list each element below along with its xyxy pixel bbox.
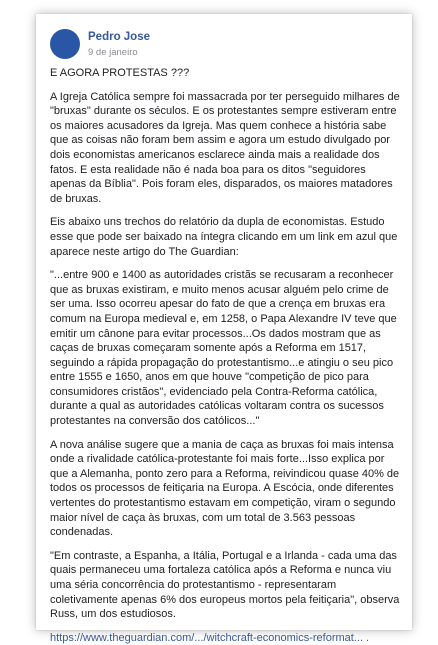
post-paragraph-4: A nova análise sugere que a mania de caça as bruxas foi mais intensa onde a rivalidade católica-protestante foi mais forte...Isso explica por que a Alemanha, ponto zero para a Reforma, reivindicou quase 40% de todos os processos de feitiçaria na Europa. A Escócia, onde diferentes vertentes do protestantismo estavam em competição, viram o segundo maior nível de caça às bruxas, com um total de 3.563 pessoas condenadas. — [50, 438, 400, 539]
post-paragraph-3: "...entre 900 e 1400 as autoridades cristãs se recusaram a reconhecer que as bruxas existiram, e muito menos acusar alguém pelo crime de ser uma. Isso ocorreu apesar do fato de que a crença em bruxas era comum na Europa medieval e, em 1258, o Papa Alexandre IV teve que emitir um cânone para evitar processos...Os dados mostram que as caças de bruxas começaram somente após a Reforma em 1517, seguindo a rápida propagação do protestantismo...e atingiu o seu pico entre 1555 e 1650, anos em que houve "competição de pico para consumidores cristãos", evidenciado pela Contra-Reforma católica, durante a qual as autoridades católicas voltaram contra os sucessos protestantes na conversão dos católicos..." — [50, 269, 397, 428]
post-paragraph-5: "Em contraste, a Espanha, a Itália, Portugal e a Irlanda - cada uma das quais permaneceu uma fortaleza católica após a Reforma e nunca viu uma séria concorrência do protestantismo - representaram coletivamente apenas 6% dos europeus mortos pela feitiçaria", observa Russ, um dos estudiosos. — [50, 549, 400, 621]
post-date[interactable]: 9 de janeiro — [88, 47, 138, 58]
avatar[interactable] — [50, 29, 80, 59]
post-card — [36, 14, 412, 644]
author-name[interactable]: Pedro Jose — [88, 31, 150, 43]
post-paragraph-1: A Igreja Católica sempre foi massacrada por ter perseguido milhares de "bruxas" durante os séculos. E os protestantes sempre estiveram entre os maiores acusadores da Igreja. Mas quem conhece a história sabe que as coisas não foram bem assim e agora um estudo divulgado por dois economistas americanos esclarece ainda mais a realidade dos fatos. E esta realidade não é nada boa para os ditos "seguidores apenas da Bíblia". Pois foram eles, disparados, os maiores matadores de bruxas. — [50, 90, 400, 205]
post-title: E AGORA PROTESTAS ??? — [50, 67, 190, 79]
article-link[interactable]: https://www.theguardian.com/.../witchcraft-economics-reformat... . — [50, 631, 370, 644]
post-body — [50, 66, 400, 645]
post-paragraph-2: Eis abaixo uns trechos do relatório da dupla de economistas. Estudo esse que pode ser baixado na íntegra clicando em um link em azul que aparece neste artigo do The Guardian: — [50, 216, 398, 258]
